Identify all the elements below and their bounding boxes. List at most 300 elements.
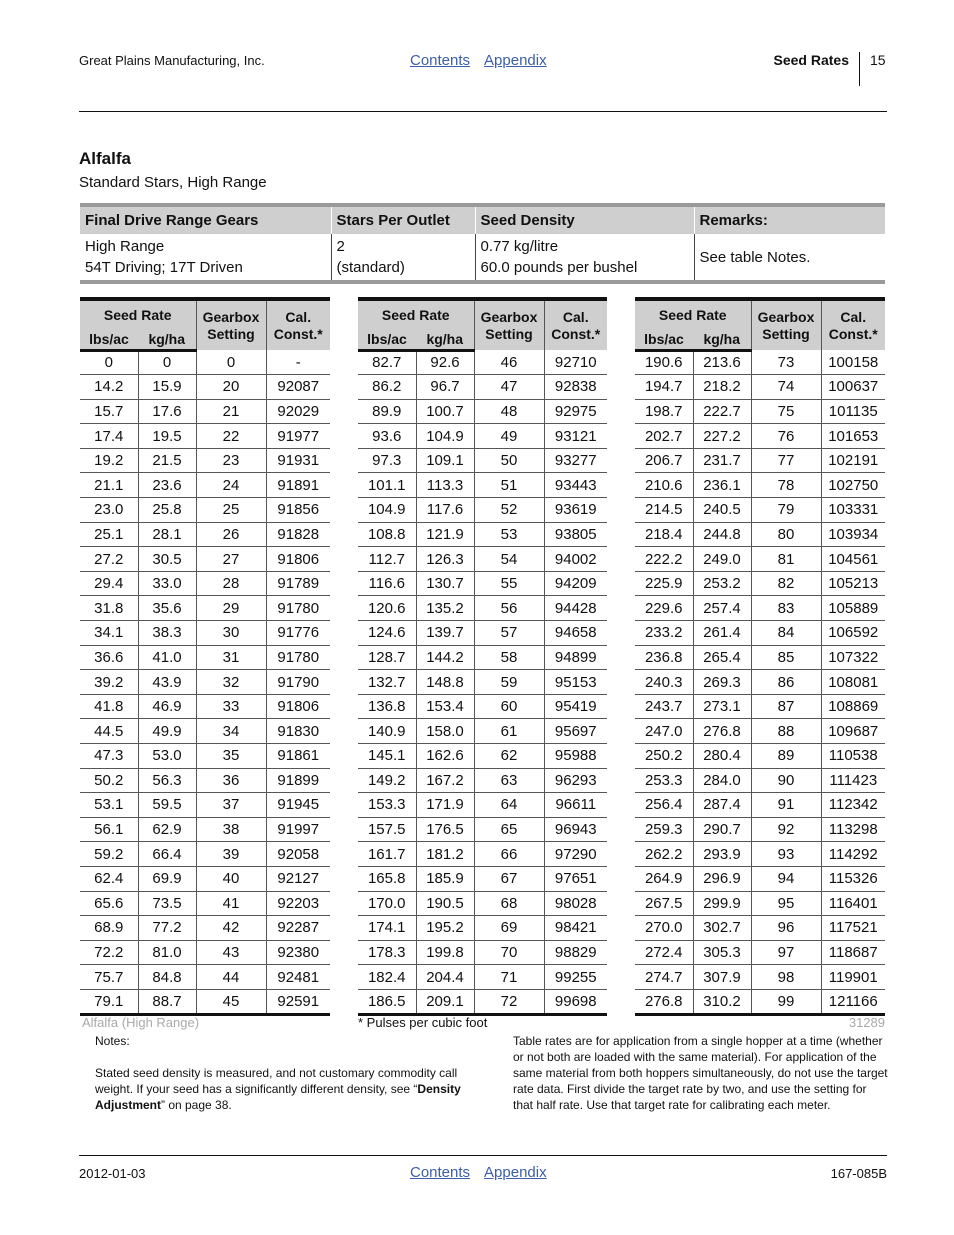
cal-const-cell: 93805: [544, 522, 607, 547]
header-gearbox: Gearbox: [202, 308, 260, 325]
kg-ha-cell: 56.3: [138, 768, 196, 793]
cal-const-cell: 102191: [821, 448, 885, 473]
kg-ha-cell: 49.9: [138, 719, 196, 744]
lbs-ac-cell: 101.1: [358, 473, 416, 498]
gearbox-setting-cell: 55: [474, 571, 544, 596]
kg-ha-cell: 144.2: [416, 645, 474, 670]
table-row: [80, 424, 330, 449]
gearbox-setting-cell: 43: [196, 940, 266, 965]
table-row: [358, 448, 607, 473]
table-row: [80, 645, 330, 670]
cal-const-cell: 96293: [544, 768, 607, 793]
table-row: [80, 989, 330, 1014]
cal-const-cell: 94658: [544, 621, 607, 646]
gearbox-setting-cell: 87: [751, 694, 821, 719]
footer-appendix-link[interactable]: Appendix: [484, 1164, 547, 1181]
lbs-ac-cell: 149.2: [358, 768, 416, 793]
kg-ha-cell: 62.9: [138, 817, 196, 842]
lbs-ac-cell: 97.3: [358, 448, 416, 473]
gearbox-setting-cell: 27: [196, 547, 266, 572]
cal-const-cell: 113298: [821, 817, 885, 842]
kg-ha-cell: 209.1: [416, 989, 474, 1014]
lbs-ac-cell: 165.8: [358, 866, 416, 891]
gearbox-setting-cell: 48: [474, 399, 544, 424]
lbs-ac-cell: 247.0: [635, 719, 693, 744]
gearbox-setting-cell: 91: [751, 793, 821, 818]
kg-ha-cell: 126.3: [416, 547, 474, 572]
cal-const-cell: 100158: [821, 350, 885, 375]
table-row: [635, 866, 885, 891]
table-row: [635, 694, 885, 719]
lbs-ac-cell: 243.7: [635, 694, 693, 719]
table-row: [358, 399, 607, 424]
cal-const-cell: 96611: [544, 793, 607, 818]
seed-rate-table-2: [358, 297, 607, 1016]
kg-ha-cell: 25.8: [138, 498, 196, 523]
cal-const-cell: 102750: [821, 473, 885, 498]
stars-cell: [331, 234, 475, 282]
lbs-ac-cell: 82.7: [358, 350, 416, 375]
lbs-ac-cell: 21.1: [80, 473, 138, 498]
table-row: [635, 375, 885, 400]
table-row: [358, 940, 607, 965]
table-row: [80, 694, 330, 719]
table-row: [635, 350, 885, 375]
table-row: [358, 744, 607, 769]
kg-ha-cell: 84.8: [138, 965, 196, 990]
gearbox-setting-cell: 78: [751, 473, 821, 498]
kg-ha-cell: 269.3: [693, 670, 751, 695]
lbs-ac-cell: 272.4: [635, 940, 693, 965]
lbs-ac-cell: 44.5: [80, 719, 138, 744]
density-cell: [475, 234, 694, 282]
kg-ha-cell: 227.2: [693, 424, 751, 449]
density-adjustment-ref: Density Adjustment: [95, 1082, 461, 1112]
header-seed-rate: Seed Rate: [635, 299, 751, 329]
table-row: [635, 940, 885, 965]
table-row: [635, 399, 885, 424]
table-row: [80, 916, 330, 941]
section-title: Alfalfa: [79, 149, 131, 168]
cal-const-cell: 92287: [266, 916, 330, 941]
gearbox-setting-cell: 72: [474, 989, 544, 1014]
kg-ha-cell: 121.9: [416, 522, 474, 547]
cal-const-cell: 91780: [266, 596, 330, 621]
kg-ha-cell: 109.1: [416, 448, 474, 473]
lbs-ac-cell: 218.4: [635, 522, 693, 547]
kg-ha-cell: 195.2: [416, 916, 474, 941]
cal-const-cell: 92380: [266, 940, 330, 965]
table-row: [635, 793, 885, 818]
gearbox-setting-cell: 52: [474, 498, 544, 523]
cal-const-cell: 93121: [544, 424, 607, 449]
cal-const-cell: 95419: [544, 694, 607, 719]
cal-const-cell: 93619: [544, 498, 607, 523]
table-row: [80, 965, 330, 990]
gearbox-setting-cell: 33: [196, 694, 266, 719]
header-kg-ha: kg/ha: [416, 329, 474, 350]
gearbox-setting-cell: 83: [751, 596, 821, 621]
section-name: Seed Rates: [773, 52, 849, 68]
header-kg-ha: kg/ha: [138, 329, 196, 350]
lbs-ac-cell: 27.2: [80, 547, 138, 572]
kg-ha-cell: 299.9: [693, 891, 751, 916]
lbs-ac-cell: 79.1: [80, 989, 138, 1014]
kg-ha-cell: 158.0: [416, 719, 474, 744]
cal-const-cell: 110538: [821, 744, 885, 769]
doc-number: 167-085B: [830, 1166, 887, 1181]
cal-const-cell: 92591: [266, 989, 330, 1014]
cal-const-cell: 111423: [821, 768, 885, 793]
lbs-ac-cell: 89.9: [358, 399, 416, 424]
cal-const-cell: 97651: [544, 866, 607, 891]
lbs-ac-cell: 236.8: [635, 645, 693, 670]
table-row: [358, 965, 607, 990]
kg-ha-cell: 249.0: [693, 547, 751, 572]
lbs-ac-cell: 264.9: [635, 866, 693, 891]
lbs-ac-cell: 214.5: [635, 498, 693, 523]
notes-left: [95, 1033, 485, 1113]
contents-link[interactable]: Contents: [410, 52, 471, 69]
cal-const-cell: 91780: [266, 645, 330, 670]
lbs-ac-cell: 0: [80, 350, 138, 375]
cal-const-cell: 108081: [821, 670, 885, 695]
kg-ha-cell: 53.0: [138, 744, 196, 769]
lbs-ac-cell: 198.7: [635, 399, 693, 424]
header-setting: Setting: [485, 325, 533, 342]
lbs-ac-cell: 17.4: [80, 424, 138, 449]
kg-ha-cell: 240.5: [693, 498, 751, 523]
lbs-ac-cell: 225.9: [635, 571, 693, 596]
lbs-ac-cell: 72.2: [80, 940, 138, 965]
cal-const-cell: 91997: [266, 817, 330, 842]
table-row: [80, 498, 330, 523]
kg-ha-cell: 104.9: [416, 424, 474, 449]
figure-caption: Alfalfa (High Range): [82, 1015, 200, 1030]
table-row: [635, 498, 885, 523]
lbs-ac-cell: 36.6: [80, 645, 138, 670]
cal-const-cell: 96943: [544, 817, 607, 842]
page-number: 15: [870, 52, 886, 68]
cal-const-cell: 92087: [266, 375, 330, 400]
gearbox-setting-cell: 96: [751, 916, 821, 941]
lbs-ac-cell: 194.7: [635, 375, 693, 400]
table-row: [358, 768, 607, 793]
gearbox-setting-cell: 35: [196, 744, 266, 769]
gearbox-setting-cell: 93: [751, 842, 821, 867]
gearbox-setting-cell: 51: [474, 473, 544, 498]
lbs-ac-cell: 210.6: [635, 473, 693, 498]
gearbox-setting-cell: 67: [474, 866, 544, 891]
kg-ha-cell: 66.4: [138, 842, 196, 867]
cal-const-cell: 92127: [266, 866, 330, 891]
table-row: [635, 448, 885, 473]
kg-ha-cell: 130.7: [416, 571, 474, 596]
lbs-ac-cell: 23.0: [80, 498, 138, 523]
kg-ha-cell: 310.2: [693, 989, 751, 1014]
kg-ha-cell: 19.5: [138, 424, 196, 449]
table-row: [80, 522, 330, 547]
gearbox-setting-cell: 74: [751, 375, 821, 400]
gearbox-setting-cell: 99: [751, 989, 821, 1014]
lbs-ac-cell: 14.2: [80, 375, 138, 400]
table-row: [80, 793, 330, 818]
header-seed-rate: Seed Rate: [358, 299, 474, 329]
footer-contents-link[interactable]: Contents: [410, 1164, 471, 1181]
header-gearbox-setting: [196, 299, 266, 350]
table-row: [635, 916, 885, 941]
header-stars-per-outlet: Stars Per Outlet: [331, 205, 475, 234]
table-row: [358, 891, 607, 916]
kg-ha-cell: 307.9: [693, 965, 751, 990]
cal-const-cell: 92710: [544, 350, 607, 375]
lbs-ac-cell: 56.1: [80, 817, 138, 842]
table-row: [635, 424, 885, 449]
cal-const-cell: 92203: [266, 891, 330, 916]
remarks-cell: See table Notes.: [694, 234, 885, 282]
seed-rate-table-1: [80, 297, 330, 1016]
gearbox-setting-cell: 70: [474, 940, 544, 965]
lbs-ac-cell: 259.3: [635, 817, 693, 842]
table-row: [80, 547, 330, 572]
table-row: [635, 744, 885, 769]
lbs-ac-cell: 62.4: [80, 866, 138, 891]
table-row: [358, 842, 607, 867]
kg-ha-cell: 287.4: [693, 793, 751, 818]
header-lbs-ac: lbs/ac: [635, 329, 693, 350]
kg-ha-cell: 59.5: [138, 793, 196, 818]
table-row: [358, 522, 607, 547]
table-row: [80, 399, 330, 424]
stars-count: 2: [336, 238, 345, 255]
gearbox-setting-cell: 24: [196, 473, 266, 498]
lbs-ac-cell: 222.2: [635, 547, 693, 572]
table-row: [80, 375, 330, 400]
kg-ha-cell: 167.2: [416, 768, 474, 793]
kg-ha-cell: 302.7: [693, 916, 751, 941]
header-setting: Setting: [762, 325, 810, 342]
appendix-link[interactable]: Appendix: [484, 52, 547, 69]
table-row: [635, 842, 885, 867]
gearbox-setting-cell: 34: [196, 719, 266, 744]
cal-const-cell: 92838: [544, 375, 607, 400]
cal-const-cell: 116401: [821, 891, 885, 916]
table-row: [358, 793, 607, 818]
gearbox-setting-cell: 68: [474, 891, 544, 916]
kg-ha-cell: 181.2: [416, 842, 474, 867]
gearbox-setting-cell: 86: [751, 670, 821, 695]
header-cal-const: [821, 299, 885, 350]
cal-const-cell: 103331: [821, 498, 885, 523]
gearbox-setting-cell: 0: [196, 350, 266, 375]
header-cal: Cal.: [562, 308, 589, 325]
lbs-ac-cell: 39.2: [80, 670, 138, 695]
stars-type: (standard): [336, 259, 405, 276]
kg-ha-cell: 296.9: [693, 866, 751, 891]
lbs-ac-cell: 174.1: [358, 916, 416, 941]
drive-info-table: [80, 203, 885, 284]
header-gearbox: Gearbox: [480, 308, 538, 325]
lbs-ac-cell: 47.3: [80, 744, 138, 769]
lbs-ac-cell: 128.7: [358, 645, 416, 670]
gearbox-setting-cell: 61: [474, 719, 544, 744]
table-row: [635, 596, 885, 621]
kg-ha-cell: 23.6: [138, 473, 196, 498]
cal-const-cell: 94002: [544, 547, 607, 572]
gearbox-setting-cell: 57: [474, 621, 544, 646]
gearbox-setting-cell: 28: [196, 571, 266, 596]
gearbox-setting-cell: 23: [196, 448, 266, 473]
kg-ha-cell: 88.7: [138, 989, 196, 1014]
cal-const-cell: 98829: [544, 940, 607, 965]
gearbox-setting-cell: 50: [474, 448, 544, 473]
gearbox-setting-cell: 81: [751, 547, 821, 572]
lbs-ac-cell: 250.2: [635, 744, 693, 769]
table-row: [80, 670, 330, 695]
table-row: [80, 768, 330, 793]
gearbox-setting-cell: 97: [751, 940, 821, 965]
kg-ha-cell: 305.3: [693, 940, 751, 965]
kg-ha-cell: 15.9: [138, 375, 196, 400]
kg-ha-cell: 231.7: [693, 448, 751, 473]
gearbox-setting-cell: 98: [751, 965, 821, 990]
gears-cell: [80, 234, 331, 282]
gearbox-setting-cell: 95: [751, 891, 821, 916]
cal-const-cell: 107322: [821, 645, 885, 670]
header-final-drive: Final Drive Range Gears: [80, 205, 331, 234]
kg-ha-cell: 280.4: [693, 744, 751, 769]
kg-ha-cell: 117.6: [416, 498, 474, 523]
kg-ha-cell: 113.3: [416, 473, 474, 498]
gearbox-setting-cell: 73: [751, 350, 821, 375]
kg-ha-cell: 100.7: [416, 399, 474, 424]
gearbox-setting-cell: 88: [751, 719, 821, 744]
gearbox-setting-cell: 59: [474, 670, 544, 695]
gearbox-setting-cell: 39: [196, 842, 266, 867]
table-row: [358, 596, 607, 621]
kg-ha-cell: 273.1: [693, 694, 751, 719]
notes-label: Notes:: [95, 1034, 130, 1048]
lbs-ac-cell: 68.9: [80, 916, 138, 941]
table-row: [358, 473, 607, 498]
cal-const-cell: 93443: [544, 473, 607, 498]
cal-const-cell: 94428: [544, 596, 607, 621]
table-row: [358, 424, 607, 449]
lbs-ac-cell: 59.2: [80, 842, 138, 867]
gearbox-setting-cell: 41: [196, 891, 266, 916]
kg-ha-cell: 244.8: [693, 522, 751, 547]
density-note-text: Stated seed density is measured, and not customary commodity call weight. If your seed has a significantly different density, see “: [95, 1066, 458, 1096]
kg-ha-cell: 153.4: [416, 694, 474, 719]
table-row: [635, 891, 885, 916]
gearbox-setting-cell: 76: [751, 424, 821, 449]
table-row: [80, 842, 330, 867]
kg-ha-cell: 148.8: [416, 670, 474, 695]
lbs-ac-cell: 182.4: [358, 965, 416, 990]
lbs-ac-cell: 41.8: [80, 694, 138, 719]
lbs-ac-cell: 29.4: [80, 571, 138, 596]
kg-ha-cell: 284.0: [693, 768, 751, 793]
seed-rate-table-3: [635, 297, 885, 1016]
table-row: [80, 448, 330, 473]
gearbox-setting-cell: 44: [196, 965, 266, 990]
cal-const-cell: 121166: [821, 989, 885, 1014]
header-seed-density: Seed Density: [475, 205, 694, 234]
table-row: [635, 571, 885, 596]
header-const: Const.*: [273, 325, 323, 342]
lbs-ac-cell: 153.3: [358, 793, 416, 818]
kg-ha-cell: 236.1: [693, 473, 751, 498]
header-nav: [410, 52, 561, 69]
footer-rule: [79, 1155, 887, 1156]
cal-const-cell: 114292: [821, 842, 885, 867]
table-row: [358, 621, 607, 646]
table-row: [80, 473, 330, 498]
lbs-ac-cell: 145.1: [358, 744, 416, 769]
cal-const-cell: 91806: [266, 694, 330, 719]
table-row: [358, 719, 607, 744]
lbs-ac-cell: 186.5: [358, 989, 416, 1014]
cal-const-cell: 91977: [266, 424, 330, 449]
cal-const-cell: 119901: [821, 965, 885, 990]
lbs-ac-cell: 157.5: [358, 817, 416, 842]
cal-const-cell: 99698: [544, 989, 607, 1014]
lbs-ac-cell: 256.4: [635, 793, 693, 818]
cal-const-cell: 95153: [544, 670, 607, 695]
kg-ha-cell: 213.6: [693, 350, 751, 375]
lbs-ac-cell: 161.7: [358, 842, 416, 867]
cal-const-cell: 101653: [821, 424, 885, 449]
cal-const-cell: 104561: [821, 547, 885, 572]
lbs-ac-cell: 132.7: [358, 670, 416, 695]
hopper-note: Table rates are for application from a single hopper at a time (whether or not both are loaded with the same material). For application of the same material from both hoppers simultaneously, do not use the target rate data. First divide the target rate by two, and use the setting for that half rate. Use that target rate for calibrating each meter.: [513, 1034, 888, 1112]
kg-ha-cell: 33.0: [138, 571, 196, 596]
footer-date: 2012-01-03: [79, 1166, 146, 1181]
table-row: [80, 866, 330, 891]
gearbox-setting-cell: 65: [474, 817, 544, 842]
kg-ha-cell: 21.5: [138, 448, 196, 473]
gearbox-setting-cell: 26: [196, 522, 266, 547]
table-row: [80, 940, 330, 965]
table-row: [358, 916, 607, 941]
header-gearbox-setting: [474, 299, 544, 350]
gearbox-setting-cell: 85: [751, 645, 821, 670]
kg-ha-cell: 293.9: [693, 842, 751, 867]
gearbox-setting-cell: 60: [474, 694, 544, 719]
kg-ha-cell: 257.4: [693, 596, 751, 621]
table-row: [635, 768, 885, 793]
cal-const-cell: 101135: [821, 399, 885, 424]
lbs-ac-cell: 75.7: [80, 965, 138, 990]
table-row: [635, 547, 885, 572]
table-row: [358, 989, 607, 1014]
lbs-ac-cell: 170.0: [358, 891, 416, 916]
cal-const-cell: 98028: [544, 891, 607, 916]
header-gearbox: Gearbox: [757, 308, 815, 325]
cal-const-cell: 115326: [821, 866, 885, 891]
table-row: [635, 965, 885, 990]
lbs-ac-cell: 276.8: [635, 989, 693, 1014]
gearbox-setting-cell: 32: [196, 670, 266, 695]
cal-const-cell: 95697: [544, 719, 607, 744]
cal-const-cell: 91776: [266, 621, 330, 646]
kg-ha-cell: 30.5: [138, 547, 196, 572]
kg-ha-cell: 139.7: [416, 621, 474, 646]
kg-ha-cell: 69.9: [138, 866, 196, 891]
table-row: [358, 645, 607, 670]
gearbox-setting-cell: 40: [196, 866, 266, 891]
cal-const-cell: 91789: [266, 571, 330, 596]
